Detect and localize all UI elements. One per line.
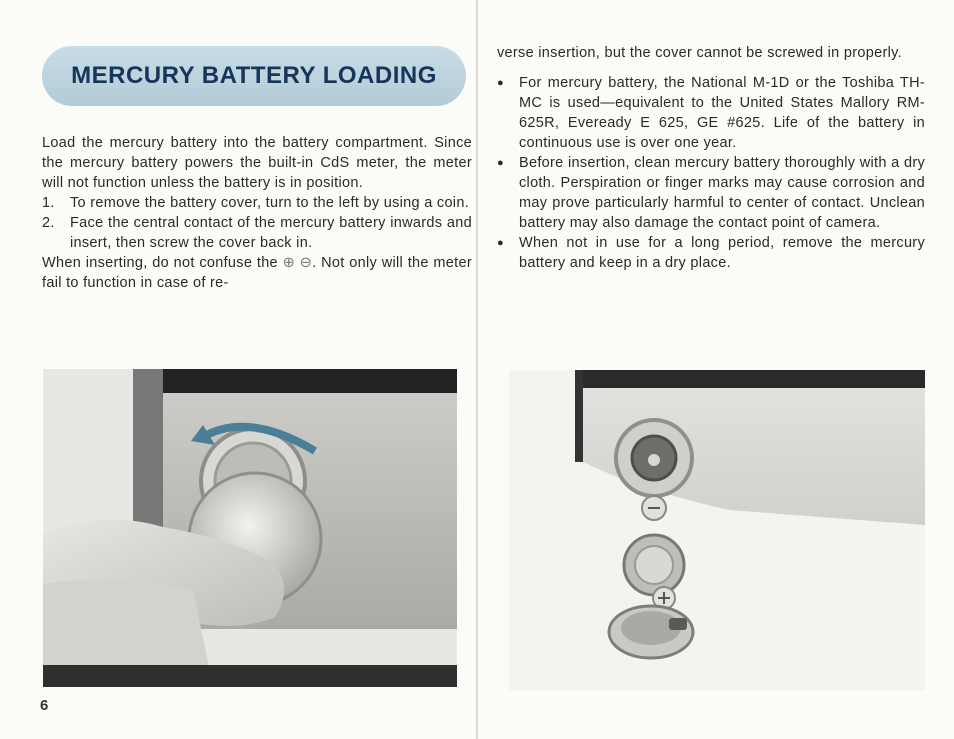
page-title: MERCURY BATTERY LOADING xyxy=(71,62,437,89)
bullet-item xyxy=(497,153,925,233)
continuation-paragraph: verse insertion, but the cover cannot be screwed in properly. xyxy=(497,45,902,61)
bullet-text: Before insertion, clean mercury battery thoroughly with a dry cloth. Perspiration or finger marks may cause corrosion and may prove particularly harmful to center of contact. Unclean battery may also damage the contact point of camera. xyxy=(519,155,925,231)
bullet-icon: ● xyxy=(497,237,504,249)
bullet-text: When not in use for a long period, remove the mercury battery and keep in a dry place. xyxy=(519,235,925,271)
right-column xyxy=(497,43,925,273)
bullet-text: For mercury battery, the National M-1D or the Toshiba TH-MC is used—equivalent to the United States Mallory RM-625R, Eveready E 625, GE #625. Life of the battery in continuous use is over one year. xyxy=(519,75,925,151)
intro-paragraph: Load the mercury battery into the battery compartment. Since the mercury battery powers the built-in CdS meter, the meter will not function unless the battery is in position. xyxy=(42,135,472,191)
step-item xyxy=(42,193,472,213)
bullet-item xyxy=(497,233,925,273)
coin-removal-photo xyxy=(43,369,457,687)
step-number: 1. xyxy=(42,195,55,211)
page-number: 6 xyxy=(40,697,49,714)
step-text: Face the central contact of the mercury battery inwards and insert, then screw the cover back in. xyxy=(70,215,472,251)
warning-text: When inserting, do not confuse the xyxy=(42,255,278,271)
bullet-icon: ● xyxy=(497,77,504,89)
title-banner xyxy=(42,46,466,106)
bullet-item xyxy=(497,73,925,153)
step-item xyxy=(42,213,472,253)
left-column xyxy=(42,133,472,293)
page-fold xyxy=(476,0,478,739)
coin-removal-illustration xyxy=(43,369,457,687)
warning-paragraph xyxy=(42,253,472,293)
battery-parts-photo xyxy=(509,370,925,690)
step-text: To remove the battery cover, turn to the left by using a coin. xyxy=(70,195,470,211)
step-number: 2. xyxy=(42,215,55,231)
bullet-icon: ● xyxy=(497,157,504,169)
polarity-symbols: ⊕ ⊖ xyxy=(282,255,313,271)
warning-text-continued: . Not only will the meter fail to function in case of re- xyxy=(42,255,472,291)
battery-parts-illustration xyxy=(509,370,925,690)
